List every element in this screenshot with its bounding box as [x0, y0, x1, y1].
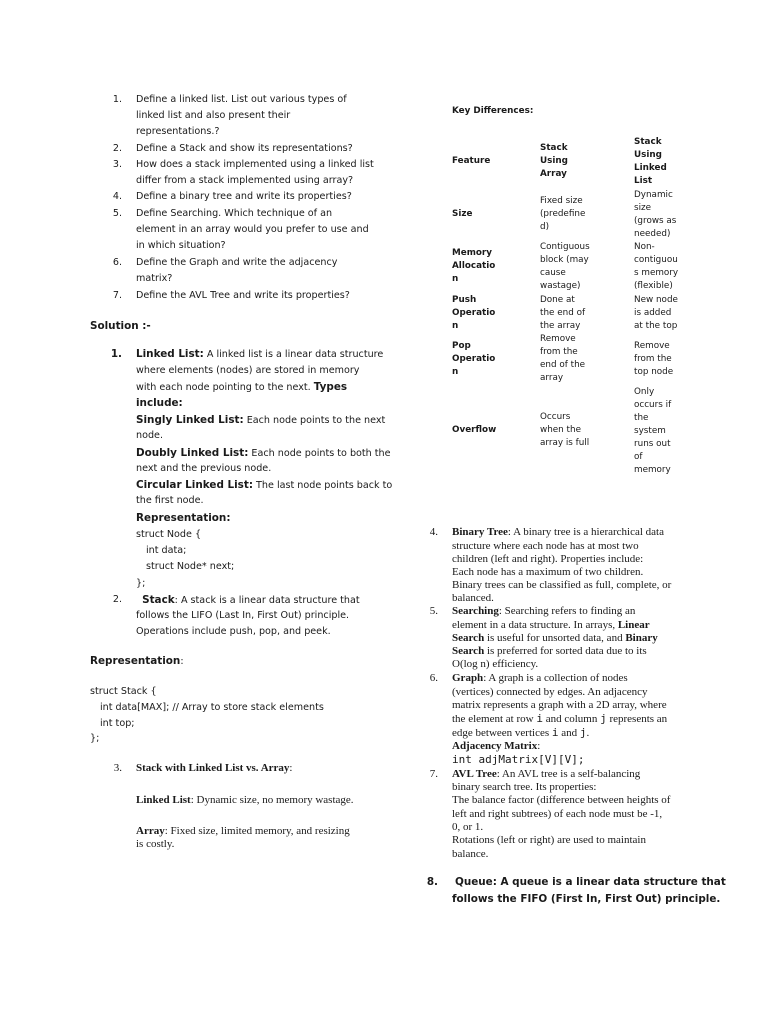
- term: Graph: [452, 672, 484, 684]
- text: :: [289, 762, 293, 774]
- term: Binary: [625, 632, 658, 644]
- answer-line: [452, 726, 589, 740]
- answer-line: [136, 379, 347, 396]
- text: represents an: [606, 713, 668, 725]
- answer-line: [136, 592, 360, 609]
- answer-line: follows the LIFO (Last In, First Out) principle.: [136, 610, 350, 621]
- table-cell: New node is added at the top: [634, 295, 678, 331]
- answer-line: [452, 645, 647, 658]
- term: Representation: [90, 655, 181, 667]
- answer-line: balance.: [452, 848, 489, 860]
- answer-line: node.: [136, 430, 163, 441]
- question-number: 6.: [112, 257, 122, 268]
- answer-line: Binary trees can be classified as full, complete, or: [452, 579, 672, 591]
- answer-line: [452, 740, 540, 753]
- table-header-cell: Feature: [452, 156, 491, 166]
- code-line: int adjMatrix[V][V];: [452, 753, 585, 766]
- answer-number: 2.: [112, 594, 122, 605]
- term: Binary Tree: [452, 526, 508, 538]
- answer-line: structure where each node has at most two: [452, 540, 639, 552]
- question-text: How does a stack implemented using a linked list: [136, 159, 374, 170]
- question-text: Define a linked list. List out various types of: [136, 94, 347, 105]
- table-cell: Remove from the top node: [634, 341, 674, 377]
- table-cell: Contiguous block (may cause wastage): [540, 242, 590, 291]
- text: edge between vertices: [452, 727, 552, 739]
- text: : Searching refers to finding an: [498, 605, 636, 617]
- question-number: 1.: [112, 94, 122, 105]
- code-line: int top;: [100, 718, 135, 729]
- table-cell: Remove from the end of the array: [540, 334, 586, 383]
- answer-line: [136, 445, 391, 462]
- code: i: [551, 726, 559, 739]
- term: Search: [452, 645, 485, 657]
- representation-heading: [90, 653, 184, 670]
- answer-number: 4.: [429, 526, 438, 538]
- table-row-label: Pop Operatio n: [452, 341, 496, 377]
- table-cell: Dynamic size (grows as needed): [634, 190, 677, 239]
- answer-line: The balance factor (difference between heights of: [452, 794, 671, 806]
- table-header-cell: Stack Using Linked List: [634, 137, 667, 186]
- table-row-label: Memory Allocatio n: [452, 248, 496, 284]
- answer-number: 7.: [429, 768, 438, 780]
- text: :: [537, 740, 541, 752]
- table-heading: Key Differences:: [452, 106, 534, 116]
- table-header-cell: Stack Using Array: [540, 143, 568, 179]
- answer-line: Operations include push, pop, and peek.: [136, 626, 331, 637]
- question-text: Define the AVL Tree and write its properties?: [136, 290, 350, 301]
- table-cell: Only occurs if the system runs out of memory: [634, 387, 672, 475]
- term: AVL Tree: [452, 768, 497, 780]
- answer-number: 1.: [110, 348, 122, 360]
- answer-line: [452, 712, 667, 726]
- question-number: 5.: [112, 208, 122, 219]
- answer-line: Rotations (left or right) are used to maintain: [452, 834, 646, 846]
- text: element in a data structure. In arrays,: [452, 619, 618, 631]
- code-line: struct Node* next;: [146, 561, 235, 572]
- answer-line: Queue: A queue is a linear data structure that: [455, 876, 726, 888]
- term: Linked List: [136, 794, 191, 806]
- term: Array: [136, 825, 165, 837]
- code-line: };: [136, 578, 146, 589]
- answer-line: [452, 605, 635, 618]
- question-text: differ from a stack implemented using array?: [136, 175, 354, 186]
- text: : Dynamic size, no memory wastage.: [190, 794, 354, 806]
- code: j: [600, 712, 607, 725]
- answer-line: [452, 672, 628, 685]
- term: Linear: [617, 619, 650, 631]
- text: and column: [542, 713, 601, 725]
- answer-line: [452, 632, 658, 645]
- code: j: [579, 726, 587, 739]
- term: Singly Linked List:: [136, 414, 244, 426]
- answer-line: Each node has a maximum of two children.: [452, 566, 644, 578]
- text: : A graph is a collection of nodes: [483, 672, 628, 684]
- table-row-label: Overflow: [452, 425, 497, 435]
- table-cell: Done at the end of the array: [540, 295, 586, 331]
- text: the element at row: [452, 713, 537, 725]
- code-line: struct Stack {: [90, 686, 157, 697]
- solution-heading: Solution :-: [90, 320, 151, 332]
- answer-number: 6.: [429, 672, 438, 684]
- text: with each node pointing to the next.: [136, 382, 314, 393]
- answer-line: next and the previous node.: [136, 463, 272, 474]
- text: is useful for unsorted data, and: [484, 632, 626, 644]
- answer-number: 5.: [429, 605, 438, 617]
- term: Search: [452, 632, 485, 644]
- answer-line: [452, 768, 640, 781]
- text: Each node points to both the: [248, 448, 391, 459]
- representation-label: Representation:: [136, 512, 231, 524]
- answer-line: children (left and right). Properties include:: [452, 553, 644, 565]
- term: Searching: [452, 605, 499, 617]
- text: .: [586, 727, 590, 739]
- question-number: 7.: [112, 290, 122, 301]
- answer-line: matrix represents a graph with a 2D array, where: [452, 699, 667, 711]
- question-number: 3.: [112, 159, 122, 170]
- answer-line: binary search tree. Its properties:: [452, 781, 597, 793]
- answer-line: [136, 477, 392, 494]
- answer-line: (vertices) connected by edges. An adjacency: [452, 686, 648, 698]
- answer-line: is costly.: [136, 838, 175, 850]
- question-text: Define Searching. Which technique of an: [136, 208, 333, 219]
- text: : A binary tree is a hierarchical data: [507, 526, 664, 538]
- answer-line: include:: [136, 397, 183, 409]
- code: i: [536, 712, 543, 725]
- code-line: int data[MAX]; // Array to store stack elements: [100, 702, 324, 713]
- term: Doubly Linked List:: [136, 447, 249, 459]
- question-text: representations.?: [136, 126, 220, 137]
- answer-line: left and right subtrees) of each node must be -1,: [452, 808, 663, 820]
- question-text: element in an array would you prefer to use and: [136, 224, 369, 235]
- question-text: matrix?: [136, 273, 173, 284]
- question-text: Define the Graph and write the adjacency: [136, 257, 338, 268]
- text: is preferred for sorted data due to its: [484, 645, 647, 657]
- text: :: [180, 656, 184, 667]
- question-number: 2.: [112, 143, 122, 154]
- text: : An AVL tree is a self-balancing: [496, 768, 641, 780]
- text: Each node points to the next: [243, 415, 386, 426]
- answer-line: [136, 825, 350, 838]
- code-line: struct Node {: [136, 529, 202, 540]
- answer-number: 8.: [426, 876, 438, 888]
- answer-line: O(log n) efficiency.: [452, 658, 539, 670]
- table-cell: Non- contiguou s memory (flexible): [634, 242, 679, 291]
- question-text: Define a binary tree and write its properties?: [136, 191, 352, 202]
- term: Circular Linked List:: [136, 479, 253, 491]
- table-cell: Fixed size (predefine d): [540, 196, 586, 232]
- answer-line: [452, 526, 664, 539]
- answer-line: [452, 619, 650, 632]
- question-text: in which situation?: [136, 240, 226, 251]
- answer-line: follows the FIFO (First In, First Out) principle.: [452, 893, 721, 905]
- question-number: 4.: [112, 191, 122, 202]
- text: and: [558, 727, 580, 739]
- answer-line: the first node.: [136, 495, 204, 506]
- code-line: };: [90, 733, 100, 744]
- answer-line: [136, 762, 292, 775]
- answer-line: where elements (nodes) are stored in memory: [136, 365, 360, 376]
- answer-number: 3.: [113, 762, 122, 774]
- text: The last node points back to: [253, 480, 393, 491]
- question-text: Define a Stack and show its representations?: [136, 143, 353, 154]
- table-row-label: Size: [452, 209, 473, 219]
- table-cell: Occurs when the array is full: [540, 412, 590, 448]
- code-line: int data;: [146, 545, 187, 556]
- text: : A stack is a linear data structure that: [174, 595, 360, 606]
- term: Stack with Linked List vs. Array: [136, 762, 290, 774]
- question-text: linked list and also present their: [136, 110, 291, 121]
- table-row-label: Push Operatio n: [452, 295, 496, 331]
- answer-line: 0, or 1.: [452, 821, 484, 833]
- term: Linked List:: [136, 348, 204, 360]
- term: Types: [313, 381, 348, 393]
- term: Stack: [142, 594, 175, 606]
- answer-line: balanced.: [452, 592, 494, 604]
- text: : Fixed size, limited memory, and resizing: [164, 825, 350, 837]
- answer-line: [136, 346, 383, 363]
- text: A linked list is a linear data structure: [203, 349, 384, 360]
- answer-line: [136, 794, 354, 807]
- answer-line: [136, 412, 385, 429]
- term: Adjacency Matrix: [452, 740, 538, 752]
